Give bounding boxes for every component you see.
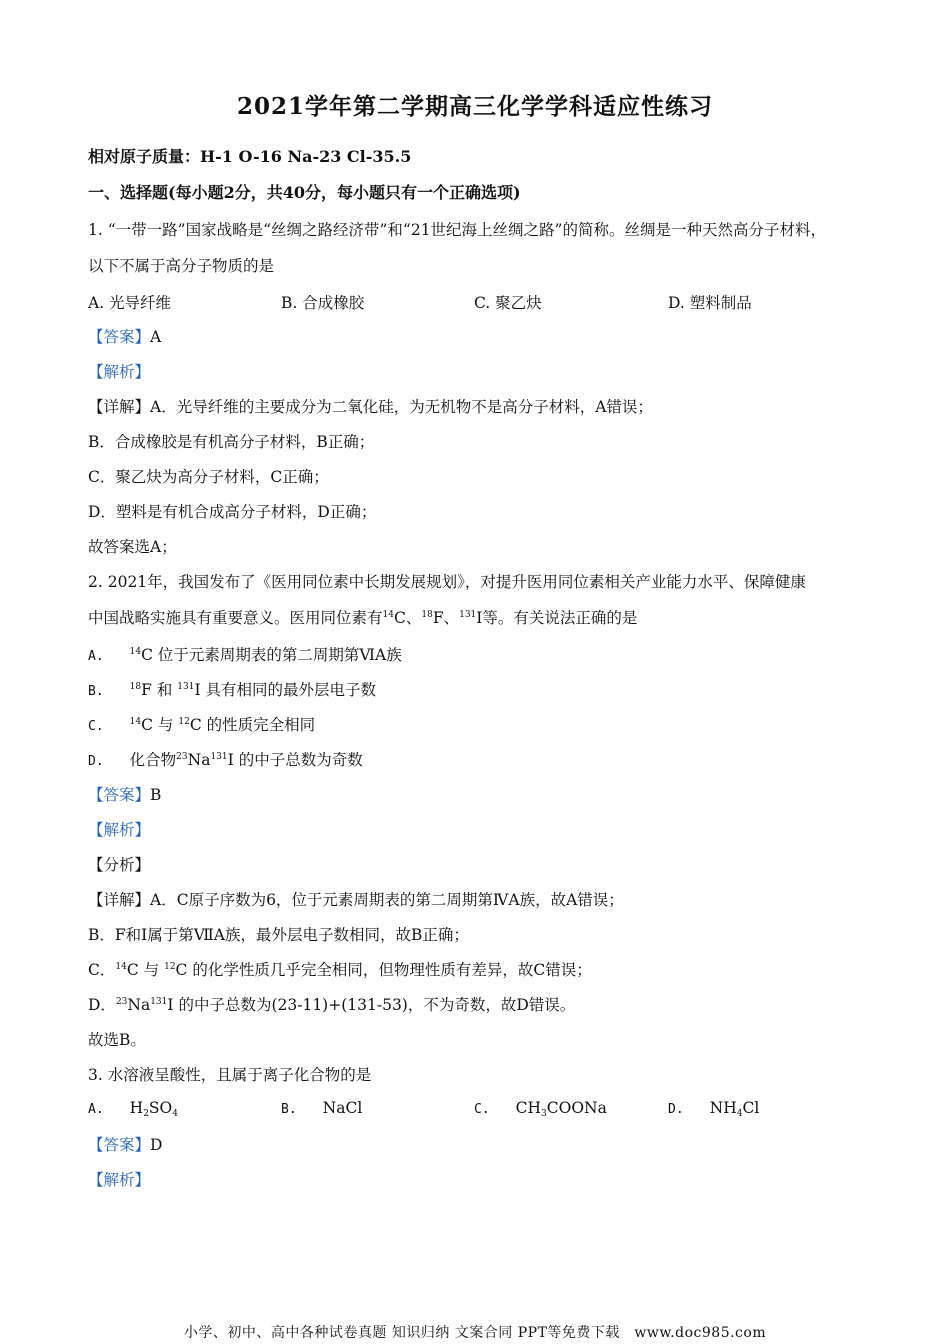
option-label: A. (88, 1102, 104, 1117)
q1-option-b: B. 合成橡胶 (281, 294, 365, 312)
q1-stem-line2: 以下不属于高分子物质的是 (88, 257, 275, 275)
iso-mass: 12 (178, 717, 190, 727)
q2-fenxi-tag: 【分析】 (88, 856, 151, 874)
option-label: B. (88, 684, 104, 699)
iso-mass: 14 (115, 962, 127, 972)
option-label: C. (474, 1102, 490, 1117)
formula-sub: 4 (172, 1109, 178, 1119)
q3-option-c (474, 1099, 607, 1117)
q1-detail-2: B．合成橡胶是有机高分子材料，B正确； (88, 433, 375, 451)
option-label: A. (88, 649, 104, 664)
page-title: 2021学年第二学期高三化学学科适应性练习 (236, 93, 713, 120)
formula-sub: 3 (541, 1109, 547, 1119)
q2-detail-2: B．F和I属于第ⅦA族，最外层电子数相同，故B正确； (88, 926, 469, 944)
separator: 、 (443, 609, 460, 627)
option-text: 与 (157, 716, 174, 734)
q2-stem-line2 (88, 607, 637, 629)
element-symbol: Na (187, 751, 211, 769)
q1-option-a: A. 光导纤维 (88, 294, 172, 312)
q1-analysis-tag: 【解析】 (88, 363, 151, 381)
q2-option-a (88, 644, 402, 668)
q1-answer-line (88, 326, 161, 348)
q2-option-b (88, 679, 376, 703)
option-text: 化合物 (129, 751, 177, 769)
formula-sub: 4 (736, 1109, 743, 1119)
atomic-mass-line: 相对原子质量：H-1 O-16 Na-23 Cl-35.5 (88, 147, 412, 166)
q1-option-d: D. 塑料制品 (668, 294, 752, 312)
iso-mass: 23 (176, 752, 188, 762)
iso-mass: 18 (421, 610, 433, 620)
q3-analysis-tag: 【解析】 (88, 1171, 151, 1189)
q1-conclusion: 故答案选A； (88, 538, 177, 556)
formula-part: Cl (742, 1099, 760, 1117)
detail-tag: 【详解】 (88, 398, 151, 416)
option-text: 的中子总数为奇数 (238, 751, 363, 769)
q3-option-b (281, 1099, 362, 1117)
element-symbol: Na (127, 996, 151, 1014)
q2-answer: B (150, 786, 162, 804)
q2-stem-text-b: 等。有关说法正确的是 (482, 609, 638, 627)
iso-mass: 23 (115, 997, 128, 1007)
q2-option-c (88, 714, 315, 738)
q3-option-a (88, 1099, 178, 1117)
option-text: 具有相同的最外层电子数 (205, 681, 377, 699)
option-text: 位于元素周期表的第二周期第ⅥA族 (157, 646, 402, 664)
element-symbol: C (175, 961, 188, 979)
q1-answer: A (150, 328, 162, 346)
iso-mass: 131 (459, 610, 477, 620)
q3-answer: D (150, 1136, 163, 1154)
q2-conclusion: 故选B。 (88, 1031, 146, 1049)
iso-mass: 14 (129, 717, 142, 727)
q1-detail-text-1: A．光导纤维的主要成分为二氧化硅，为无机物不是高分子材料，A错误； (150, 398, 653, 416)
option-label: D. (88, 754, 104, 769)
q2-stem-text-a: 中国战略实施具有重要意义。医用同位素有 (88, 609, 383, 627)
option-label: D. (668, 1102, 684, 1117)
iso-mass: 14 (382, 610, 394, 620)
answer-tag: 【答案】 (88, 786, 151, 804)
q1-stem-line1: 1. “一带一路”国家战略是“丝绸之路经济带”和“21世纪海上丝绸之路”的简称。丝绸是一种天然高分子材料， (88, 221, 826, 239)
formula-part: SO (148, 1099, 173, 1117)
element-symbol: F (141, 681, 152, 699)
element-symbol: C (141, 646, 153, 664)
q2-detail-3 (88, 959, 592, 981)
q2-detail-4 (88, 994, 575, 1016)
element-symbol: F (432, 609, 444, 627)
formula-part: CH (515, 1099, 542, 1117)
element-symbol: C (393, 609, 406, 627)
detail-text: 与 (143, 961, 160, 979)
detail-text: 的化学性质几乎完全相同，但物理性质有差异，故C错误； (192, 961, 592, 979)
iso-mass: 12 (164, 962, 176, 972)
option-label: C. (88, 719, 104, 734)
iso-mass: 14 (129, 647, 142, 657)
q3-stem: 3. 水溶液呈酸性，且属于离子化合物的是 (88, 1066, 372, 1084)
page-footer: 小学、初中、高中各种试卷真题 知识归纳 文案合同 PPT等免费下载 www.doc985.com (183, 1325, 767, 1341)
q2-detail-text-1: A．C原子序数为6，位于元素周期表的第二周期第ⅣA族，故A错误； (150, 891, 624, 909)
formula-part: COONa (546, 1099, 607, 1117)
section-heading: 一、选择题(每小题2分，共40分，每小题只有一个正确选项) (88, 183, 521, 202)
answer-tag: 【答案】 (88, 328, 151, 346)
element-symbol: I (227, 751, 234, 769)
element-symbol: C (126, 961, 139, 979)
iso-mass: 18 (129, 682, 142, 692)
q1-detail-3: C．聚乙炔为高分子材料，C正确； (88, 468, 329, 486)
iso-mass: 131 (210, 752, 228, 762)
element-symbol: C (141, 716, 153, 734)
option-label: B. (281, 1102, 297, 1117)
detail-text: 的中子总数为(23-11)+(131-53)，不为奇数，故D错误。 (178, 996, 576, 1014)
q2-stem-line1: 2. 2021年，我国发布了《医用同位素中长期发展规划》，对提升医用同位素相关产业能力水平、保障健康 (88, 573, 806, 591)
q2-option-d (88, 749, 363, 773)
separator: 、 (405, 609, 422, 627)
iso-mass: 131 (177, 682, 195, 692)
q3-option-d (668, 1099, 759, 1117)
q2-answer-line (88, 784, 161, 806)
element-symbol: I (194, 681, 201, 699)
iso-mass: 131 (150, 997, 168, 1007)
option-text: 的性质完全相同 (206, 716, 316, 734)
formula-part: NH (709, 1099, 737, 1117)
q1-detail-4: D．塑料是有机合成高分子材料，D正确； (88, 503, 377, 521)
formula-part: H (129, 1099, 144, 1117)
q3-answer-line (88, 1134, 162, 1156)
element-symbol: C (189, 716, 202, 734)
answer-tag: 【答案】 (88, 1136, 151, 1154)
formula-sub: 2 (143, 1109, 149, 1119)
detail-prefix: C． (88, 961, 116, 979)
element-symbol: I (476, 609, 483, 627)
q2-detail-1 (88, 889, 624, 911)
q1-option-c: C. 聚乙炔 (474, 294, 542, 312)
formula-part: NaCl (322, 1099, 363, 1117)
detail-prefix: D． (88, 996, 116, 1014)
q1-detail-1 (88, 396, 653, 418)
q2-analysis-tag: 【解析】 (88, 821, 151, 839)
option-text: 和 (156, 681, 173, 699)
detail-tag: 【详解】 (88, 891, 151, 909)
element-symbol: I (167, 996, 174, 1014)
